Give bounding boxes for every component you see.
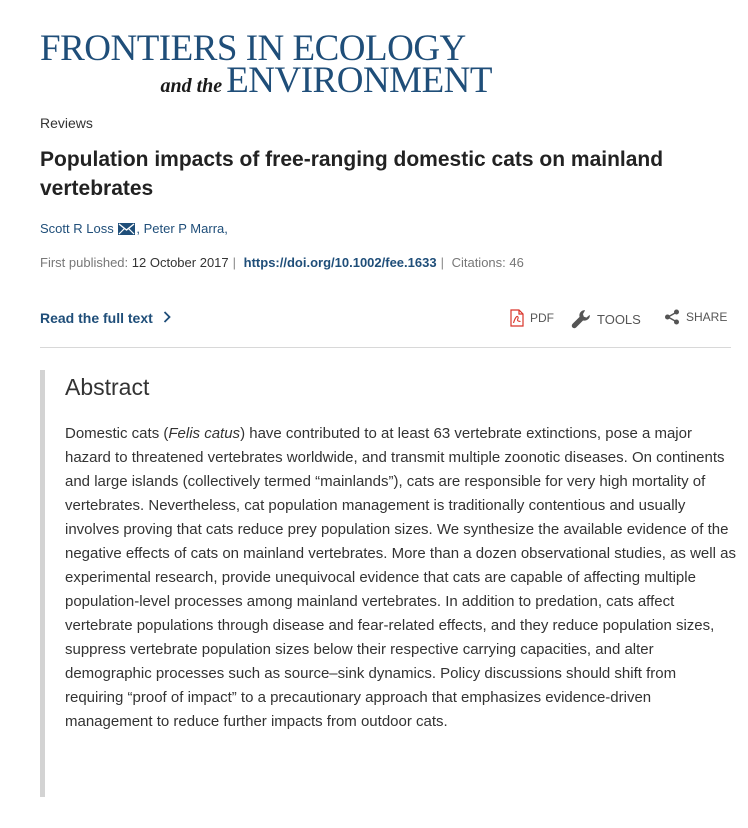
abstract-heading: Abstract — [65, 374, 150, 400]
author-link-marra[interactable]: Peter P Marra, — [143, 221, 228, 237]
share-icon — [664, 309, 680, 325]
abstract-text-start: Domestic cats ( — [65, 425, 169, 442]
journal-name-environment: ENVIRONMENT — [226, 60, 492, 101]
pdf-file-icon — [510, 309, 524, 327]
read-full-text-label: Read the full text — [40, 310, 153, 326]
first-published-date: 12 October 2017 — [131, 255, 229, 270]
abstract-section — [40, 370, 736, 797]
tools-label: TOOLS — [597, 311, 641, 327]
publication-meta: First published: 12 October 2017 | https://doi.org/10.1002/fee.1633 | Citations: 46 — [40, 255, 524, 270]
tools-button[interactable] — [571, 309, 641, 329]
article-title: Population impacts of free-ranging domestic cats on mainland vertebrates — [40, 148, 664, 200]
first-published-label: First published: — [40, 255, 129, 270]
journal-name-line1: FRONTIERS IN ECOLOGY — [40, 28, 466, 69]
section-divider — [40, 347, 731, 348]
read-full-text-link[interactable] — [40, 310, 171, 326]
journal-name-connector: and the — [160, 75, 223, 97]
share-button[interactable] — [664, 309, 727, 325]
pdf-button[interactable] — [510, 309, 554, 327]
journal-name-line2 — [160, 60, 493, 106]
chevron-right-icon — [163, 310, 171, 326]
author-separator: , — [136, 221, 140, 237]
abstract-text-rest: ) have contributed to at least 63 vertebrate extinctions, pose a major hazard to threatened vertebrates worldwide, and transmit multiple zoonotic diseases. On continents and large islands (collectively termed “mainlands”), cats are responsible for very high mortality of vertebrates. Nevertheless, cat population management is traditionally contentious and usually involves proving that cats reduce prey population sizes. We synthesize the available evidence of the negative effects of cats on mainland vertebrates. More than a dozen observational studies, as well as experimental research, provide unequivocal evidence that cats are capable of affecting multiple population-level processes among mainland vertebrates. In addition to predation, cats affect vertebrate populations through disease and fear-related effects, and they reduce population sizes, suppress vertebrate population sizes below their respective carrying capacities, and alter demographic processes such as source–sink dynamics. Policy discussions should shift from requiring “proof of impact” to a precautionary approach that emphasizes evidence-driven management to reduce further impacts from outdoor cats. — [65, 425, 736, 730]
author-link-loss[interactable]: Scott R Loss — [40, 221, 114, 237]
article-section-label: Reviews — [40, 115, 93, 131]
abstract-species-name: Felis catus — [168, 425, 241, 442]
wrench-icon — [571, 309, 591, 329]
envelope-icon[interactable] — [118, 223, 135, 235]
author-list — [40, 220, 228, 236]
pdf-label: PDF — [530, 311, 554, 325]
share-label: SHARE — [686, 310, 728, 324]
journal-logo[interactable] — [40, 28, 496, 101]
abstract-text — [65, 422, 736, 734]
doi-link[interactable]: https://doi.org/10.1002/fee.1633 — [243, 255, 437, 270]
citations-count[interactable]: Citations: 46 — [451, 255, 524, 270]
